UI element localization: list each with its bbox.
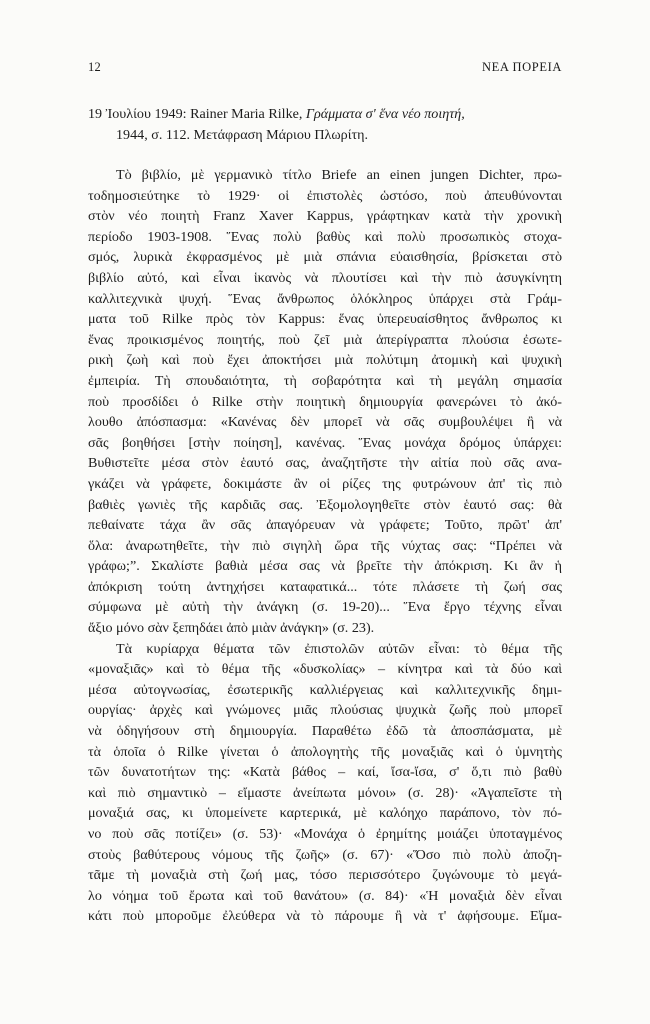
- text-line: περίοδο 1903-1908. Ἕνας πολὺ βαθὺς καὶ πολὺ προσωπικὸς στοχα-: [88, 228, 562, 245]
- text-line: ἀπόκριση τούτη ἀντηχήσει καταφατικά... τότε πλάσετε τὴ ζωή σας: [88, 578, 562, 595]
- text-line: ποὺ προσδίδει ὁ Rilke στὴν ποιητικὴ δημιουργία φανερώνει τὸ ἀκό-: [88, 393, 562, 410]
- text-line: ἄξιο μόνο σὰν ξεπηδάει ἀπὸ μιὰν ἀνάγκη» (σ. 23).: [88, 620, 375, 637]
- footnote-reference: [88, 104, 562, 146]
- text-line: τὰ ὁποῖα ὁ Rilke γίνεται ὁ ἀπολογητὴς τῆς μοναξιᾶς καὶ ὁ ὑμνητὴς: [88, 743, 562, 760]
- text-line: τοδημοσιεύτηκε τὸ 1929· οἱ ἐπιστολὲς ὡστόσο, ποὺ ἀπευθύνονται: [88, 187, 562, 204]
- text-line: ἐμπειρία. Τὴ σπουδαιότητα, τὴ σοβαρότητα καὶ τὴ μεγάλη σημασία: [88, 372, 562, 389]
- text-line: μέσα αὐτογνωσίας, ἐσωτερικῆς καλλιέργειας καὶ καλλιτεχνικῆς δημι-: [88, 681, 562, 698]
- text-line: ἕνας προικισμένος ποιητής, ποὺ ζεῖ μιὰ ἀπερίγραπτα πλούσια ἐσωτε-: [88, 331, 562, 348]
- text-line: Τὸ βιβλίο, μὲ γερμανικὸ τίτλο Briefe an einen jungen Dichter, πρω-: [116, 167, 562, 183]
- text-line: στοὺς βαθύτερους νόμους τῆς ζωῆς» (σ. 67)· «Ὅσο πιὸ πολὺ ἀποζη-: [88, 846, 562, 863]
- text-line: σᾶς βοηθήσει [στὴν ποίηση], κανένας. Ἕνας μονάχα δρόμος ὑπάρχει:: [88, 434, 562, 451]
- page-number: 12: [88, 60, 102, 74]
- text-line: Βυθιστεῖτε μέσα στὸν ἑαυτό σας, ἀναζητῆστε τὴν αἰτία ποὺ σᾶς ανα-: [88, 455, 562, 472]
- reference-prefix: 19 Ἰουλίου 1949: Rainer Maria Rilke,: [88, 106, 306, 122]
- text-line: καλλιτεχνικὰ ψυχή. Ἕνας ἄνθρωπος ὁλόκληρος ὑπάρχει στὰ Γράμ-: [88, 290, 562, 307]
- text-line: κάτι ποὺ μποροῦμε ἐλεύθερα νὰ τὸ πάρουμε ἢ νὰ τ' ἀφήσουμε. Εἴμα-: [88, 908, 562, 925]
- text-line: ουργίας· ἀρχὲς καὶ γνώμονες μιᾶς πλούσιας ψυχικὰ ζωῆς ποὺ μπορεῖ: [88, 702, 562, 719]
- text-line: νο ποὺ σᾶς ποτίζει» (σ. 53)· «Μονάχα ὁ ἐρημίτης μοιάζει ὑποταγμένος: [88, 826, 562, 842]
- text-line: Τὰ κυρίαρχα θέματα τῶν ἐπιστολῶν αὐτῶν εἶναι: τὸ θέμα τῆς: [116, 640, 562, 657]
- body-text: [88, 165, 562, 927]
- paragraph-1: [88, 165, 562, 639]
- text-line: στὸν νέο ποιητὴ Franz Xaver Kappus, γράφτηκαν κατὰ τὴν χρονικὴ: [88, 208, 562, 225]
- text-line: μοναξιά σας, κι ὑπομείνετε καρτερικά, μὲ καλόηχο παράπονο, τὸν πό-: [88, 805, 562, 822]
- text-line: πεθαίνατε τάχα ἂν σᾶς ἀπαγόρευαν νὰ γράφετε; Τοῦτο, πρῶτ' ἀπ': [88, 517, 562, 534]
- paragraph-2: [88, 639, 562, 927]
- text-line: βαθιὲς γωνιὲς τῆς καρδιᾶς σας. Ἐξομολογηθεῖτε στὸν ἑαυτό σας: θὰ: [88, 496, 562, 513]
- text-line: βιβλίο αὐτό, καὶ εἶναι ἱκανὸς νὰ πλουτίσει καὶ τὴν πιὸ ἀσυγκίνητη: [88, 269, 562, 286]
- text-line: νὰ ὁδηγήσουν στὴ δημιουργία. Παραθέτω ἐδῶ τὰ ἀποσπάσματα, μὲ: [88, 723, 562, 740]
- text-line: τῶν δυνατοτήτων της: «Κατὰ βάθος – καί, ἴσα-ἴσα, σ' ὅ,τι πιὸ βαθὺ: [88, 764, 562, 781]
- text-line: ρικὴ ζωὴ καὶ ποὺ ἔχει ἀποκτήσει μιὰ πολύτιμη ἀτομικὴ καὶ ψυχικὴ: [88, 352, 562, 369]
- running-title: ΝΕΑ ΠΟΡΕΙΑ: [482, 60, 562, 74]
- text-line: λουθο ἀπόσπασμα: «Κανένας δὲν μπορεῖ νὰ σᾶς συμβουλέψει ἢ νὰ: [88, 414, 562, 431]
- reference-title: Γράμματα σ' ἕνα νέο ποιητή,: [305, 106, 465, 122]
- text-line: σμός, λυρικὰ ἐκφρασμένος μὲ μιὰ σπάνια εὐαισθησία, βρίσκεται στὸ: [88, 249, 562, 266]
- text-line: σύμφωνα μὲ αὐτὴ τὴν ἀνάγκη (σ. 19-20)... Ἕνα ἔργο τέχνης εἶναι: [88, 599, 562, 616]
- text-line: ὅλα: ἀναρωτηθεῖτε, τὴν πιὸ σιγηλὴ ὥρα τῆς νύχτας σας: “Πρέπει νὰ: [88, 537, 562, 554]
- reference-line-2: 1944, σ. 112. Μετάφραση Μάριου Πλωρίτη.: [116, 127, 369, 143]
- text-line: ματα τοῦ Rilke πρὸς τὸν Kappus: ἕνας ὑπερευαίσθητος ἄνθρωπος κι: [88, 311, 562, 328]
- text-line: γράφω;”. Σκαλίστε βαθιὰ μέσα σας νὰ βρεῖτε τὴν ἀπόκριση. Κι ἂν ἡ: [88, 558, 562, 575]
- text-line: γκάζει νὰ γράφετε, δοκιμάστε ἂν οἱ ρίζες της φυτρώνουν ἀπ' τὶς πιὸ: [88, 475, 562, 492]
- text-line: καὶ πιὸ σημαντικὸ – εἴμαστε ἀνείπωτα μόνοι» (σ. 28)· «Ἀγαπεῖστε τὴ: [88, 784, 562, 801]
- text-line: «μοναξιᾶς» καὶ τὸ θέμα τῆς «δυσκολίας» – κίνητρα καὶ τὰ δύο καὶ: [88, 661, 562, 678]
- text-line: λο νόημα τοῦ ἔρωτα καὶ τοῦ θανάτου» (σ. 84)· «Ἡ μοναξιὰ δὲν εἶναι: [88, 887, 562, 904]
- text-line: τᾶμε τὴ μοναξιὰ στὴ ζωή μας, τόσο περισσότερο ζυγώνουμε τὸ μεγά-: [88, 867, 562, 884]
